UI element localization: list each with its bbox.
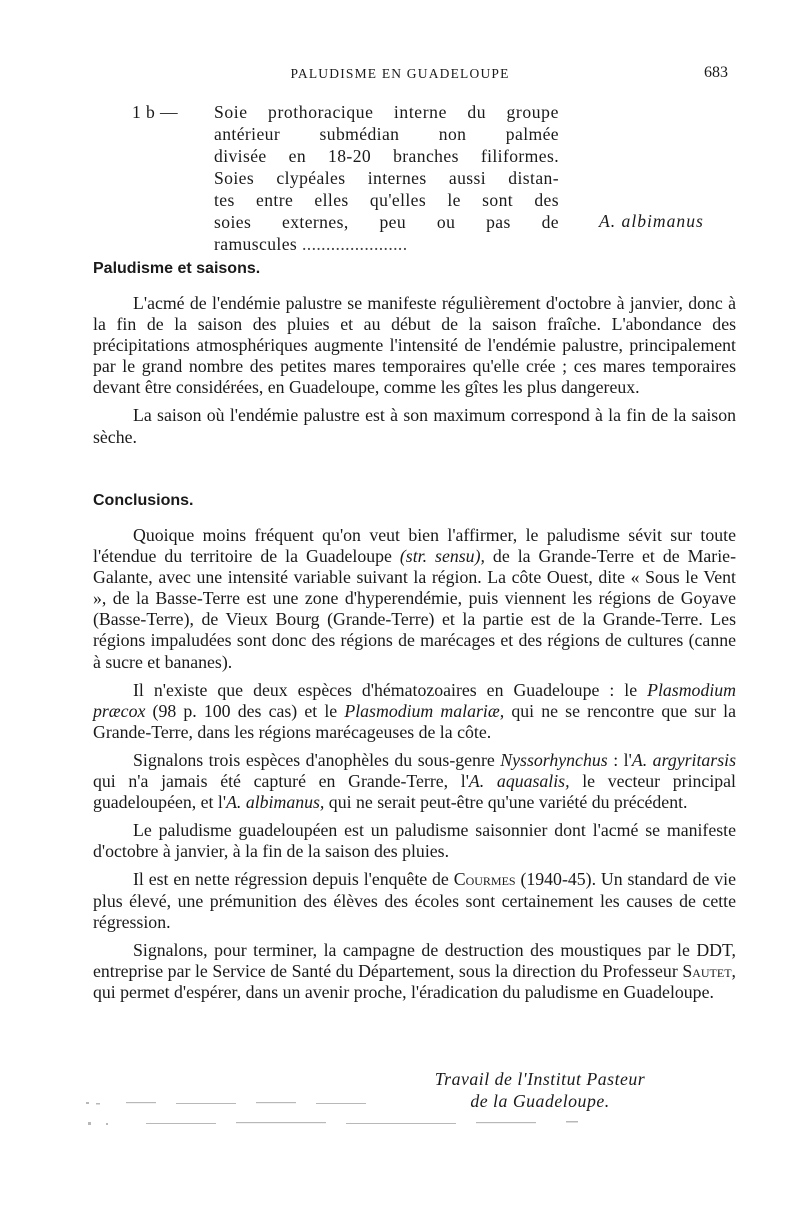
paragraph: Le paludisme guadeloupéen est un paludisme saisonnier dont l'acmé se manifeste d'octobre à janvier, à la fin de la saison des pluies. [93,820,736,862]
key-line: Soies clypéales internes aussi distan- [214,168,559,188]
species-name: Plasmodium malariæ, [344,700,505,721]
subgenus-name: Nyssorhynchus [500,749,608,770]
section-body-saisons [93,293,736,448]
signature-line: de la Guadeloupe. [470,1091,610,1111]
show-through-marks [86,1098,606,1132]
section-body-conclusions [93,525,736,1003]
paragraph [93,680,736,743]
paragraph [93,525,736,673]
key-species-name: A. albimanus [599,211,704,231]
text-run: (1940-45). Un standard de vie plus élevé, une prémunition des élèves des écoles sont certainement les causes de cette régression. [93,869,736,932]
text-run: Signalons, pour terminer, la campagne de destruction des moustiques par le DDT, entreprise par le Service de Santé du Département, sous la direction du Professeur [93,939,736,981]
section-heading-saisons: Paludisme et saisons. [93,260,261,277]
paragraph: L'acmé de l'endémie palustre se manifeste régulièrement d'octobre à janvier, donc à la fin de la saison des pluies et au début de la saison fraîche. L'abondance des précipitations atmosphériques augmente l'intensité de l'endémie palustre, principalement par le grand nombre des petites mares temporaires qu'elle crée ; ces mares temporaires devant être considérées, en Guadeloupe, comme les gîtes les plus dangereux. [93,293,736,398]
signature-line: Travail de l'Institut Pasteur [434,1069,646,1089]
text-run: , qui permet d'espérer, dans un avenir proche, l'éradication du paludisme en Guadeloupe. [93,960,736,1002]
text-run: (98 p. 100 des cas) et le [145,700,345,721]
author-name: Courmes [453,869,516,890]
paragraph: La saison où l'endémie palustre est à son maximum correspond à la fin de la saison sèche. [93,405,736,447]
species-name: A. argyritarsis [631,749,736,770]
species-name: A. albimanus, [226,792,325,813]
section-heading-conclusions: Conclusions. [93,492,194,509]
key-last-words: ramuscules [214,234,298,254]
text-run: de la Grande-Terre et de Marie-Galante, avec une intensité variable suivant la région. La côte Ouest, dite « Sous le Vent », de la Basse-Terre est une zone d'hyperendémie, puis viennent les régions de Goyave (Basse-Terre), de Vieux Bourg (Grande-Terre) et la partie est de la Grande-Terre. Les régions impaludées sont donc des régions de marécages et des régions de cultures (canne à sucre et bananes). [93,546,736,672]
text-run: Signalons trois espèces d'anophèles du sous-genre [133,749,501,770]
key-line: Soie prothoracique interne du groupe [214,102,559,122]
text-run: : l' [607,749,632,770]
text-run: Il est en nette régression depuis l'enquête de [133,869,454,890]
text-run: Il n'existe que deux espèces d'hématozoaires en Guadeloupe : le [133,679,648,700]
species-name: Plasmodium præcox [93,679,736,721]
key-line-last [214,233,559,255]
text-run: qui ne serait peut-être qu'une variété du précédent. [324,792,688,813]
author-name: Sautet [682,960,732,981]
key-couplet-label: 1 b — [132,102,178,122]
page-number: 683 [704,64,728,81]
dot-leader: ...................... [301,234,408,254]
running-title: PALUDISME EN GUADELOUPE [290,66,510,81]
species-name: A. aquasalis, [468,771,570,792]
key-line: soies externes, peu ou pas de [214,212,559,232]
italic-run: (str. sensu), [399,546,485,567]
key-line: tes entre elles qu'elles le sont des [214,190,559,210]
key-line: antérieur submédian non palmée [214,124,559,144]
paragraph [93,869,736,932]
paragraph [93,940,736,1003]
text-run: Quoique moins fréquent qu'on veut bien l'affirmer, le paludisme sévit sur toute l'étendue du territoire de la Guadeloupe [93,525,736,567]
paragraph [93,750,736,813]
key-line: divisée en 18-20 branches filiformes. [214,146,559,166]
text-run: qui ne se rencontre que sur la Grande-Terre, dans les régions marécageuses de la côte. [93,700,736,742]
text-run: qui n'a jamais été capturé en Grande-Terre, l' [93,771,469,792]
key-description [214,101,559,255]
text-run: le vecteur principal guadeloupéen, et l' [93,771,736,813]
